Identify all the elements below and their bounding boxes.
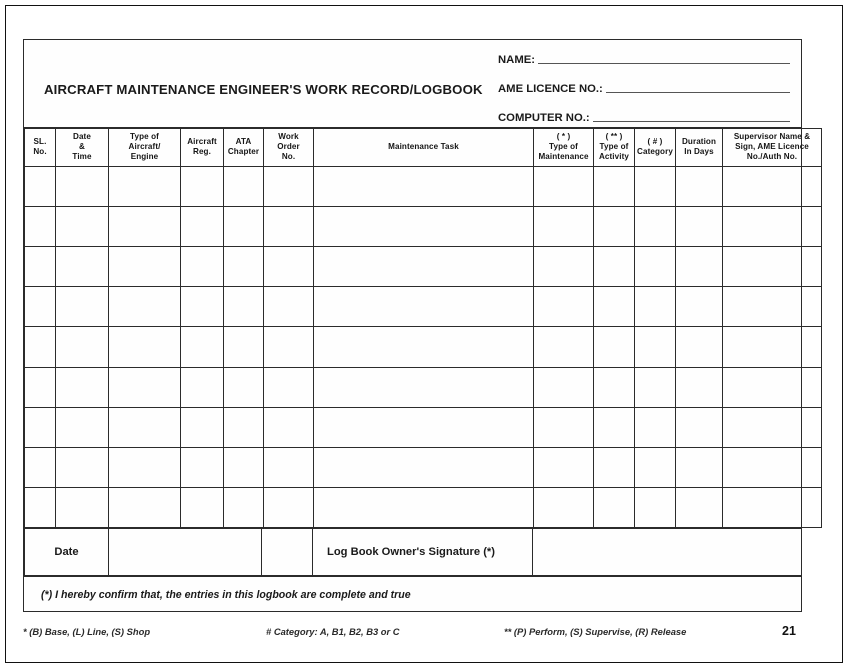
col-head-aircraft-reg — [181, 129, 224, 167]
cell-aircraft_reg[interactable] — [181, 488, 224, 528]
cell-work_order[interactable] — [264, 407, 314, 447]
cell-aircraft_reg[interactable] — [181, 327, 224, 367]
scanned-page-frame — [5, 5, 843, 663]
cell-type_activity[interactable] — [594, 287, 635, 327]
cell-work_order[interactable] — [264, 206, 314, 246]
cell-aircraft_reg[interactable] — [181, 407, 224, 447]
cell-duration[interactable] — [676, 327, 723, 367]
col-head-supervisor — [723, 129, 822, 167]
cell-sl_no[interactable] — [25, 287, 56, 327]
cell-sl_no[interactable] — [25, 447, 56, 487]
head-line: In Days — [684, 147, 714, 157]
cell-sl_no[interactable] — [25, 327, 56, 367]
cell-date_time[interactable] — [56, 488, 109, 528]
cell-type_maint[interactable] — [534, 287, 594, 327]
form-header — [24, 40, 801, 128]
head-line: Work — [278, 132, 299, 141]
head-line: Date — [73, 132, 91, 141]
cell-type_activity[interactable] — [594, 206, 635, 246]
name-input-rule[interactable] — [538, 62, 790, 64]
cell-ata_chapter[interactable] — [224, 206, 264, 246]
cell-category[interactable] — [635, 367, 676, 407]
ame-licence-input-rule[interactable] — [606, 91, 790, 93]
head-line: Duration — [681, 137, 717, 147]
cell-type_maint[interactable] — [534, 206, 594, 246]
cell-duration[interactable] — [676, 206, 723, 246]
col-head-type-of-aircraft-engine — [109, 129, 181, 167]
cell-category[interactable] — [635, 447, 676, 487]
cell-sl_no[interactable] — [25, 407, 56, 447]
cell-ata_chapter[interactable] — [224, 488, 264, 528]
head-line: Chapter — [227, 147, 260, 157]
cell-duration[interactable] — [676, 367, 723, 407]
head-line: Reg. — [193, 147, 211, 157]
cell-aircraft_reg[interactable] — [181, 246, 224, 286]
col-head-sl-no — [25, 129, 56, 167]
cell-ata_chapter[interactable] — [224, 287, 264, 327]
cell-type_maint[interactable] — [534, 488, 594, 528]
cell-type_aircraft[interactable] — [109, 246, 181, 286]
cell-ata_chapter[interactable] — [224, 327, 264, 367]
signature-label-cell: Log Book Owner's Signature (*) — [313, 529, 533, 576]
cell-type_activity[interactable] — [594, 327, 635, 367]
cell-work_order[interactable] — [264, 166, 314, 206]
cell-type_aircraft[interactable] — [109, 327, 181, 367]
cell-type_aircraft[interactable] — [109, 206, 181, 246]
footnote-type-of-activity: ** (P) Perform, (S) Supervise, (R) Release — [504, 626, 687, 637]
cell-type_maint[interactable] — [534, 246, 594, 286]
confirmation-statement — [24, 576, 801, 612]
table-row — [25, 447, 822, 487]
cell-maint_task[interactable] — [314, 407, 534, 447]
cell-supervisor[interactable] — [723, 327, 822, 367]
head-line: ( ** ) — [605, 132, 623, 141]
cell-maint_task[interactable] — [314, 327, 534, 367]
cell-maint_task[interactable] — [314, 367, 534, 407]
cell-maint_task[interactable] — [314, 287, 534, 327]
ame-licence-label: AME LICENCE NO.: — [498, 83, 603, 95]
page-number: 21 — [782, 624, 796, 638]
cell-type_aircraft[interactable] — [109, 166, 181, 206]
date-label-cell: Date — [25, 529, 109, 576]
head-line: Type of — [549, 142, 578, 152]
col-head-duration-in-days — [676, 129, 723, 167]
cell-maint_task[interactable] — [314, 166, 534, 206]
head-line: No. — [281, 152, 296, 162]
cell-sl_no[interactable] — [25, 367, 56, 407]
cell-work_order[interactable] — [264, 246, 314, 286]
cell-sl_no[interactable] — [25, 206, 56, 246]
cell-ata_chapter[interactable] — [224, 447, 264, 487]
logbook-form-block — [23, 39, 811, 612]
table-row — [25, 166, 822, 206]
cell-date_time[interactable] — [56, 447, 109, 487]
footnote-type-of-maintenance: * (B) Base, (L) Line, (S) Shop — [23, 626, 151, 637]
date-value-cell[interactable] — [109, 529, 262, 576]
date-spacer-cell — [262, 529, 313, 576]
cell-supervisor[interactable] — [723, 287, 822, 327]
head-line: Maintenance Task — [388, 142, 459, 152]
cell-type_aircraft[interactable] — [109, 367, 181, 407]
table-row — [25, 327, 822, 367]
head-line: Type of — [130, 132, 159, 141]
head-line: ATA — [235, 137, 252, 147]
col-head-ata-chapter — [224, 129, 264, 167]
head-line: Type of — [599, 142, 629, 152]
cell-category[interactable] — [635, 407, 676, 447]
cell-type_maint[interactable] — [534, 407, 594, 447]
cell-aircraft_reg[interactable] — [181, 287, 224, 327]
col-head-work-order-no — [264, 129, 314, 167]
cell-supervisor[interactable] — [723, 246, 822, 286]
col-head-type-of-maintenance — [534, 129, 594, 167]
head-line: SL. — [33, 137, 47, 147]
cell-type_maint[interactable] — [534, 367, 594, 407]
cell-duration[interactable] — [676, 166, 723, 206]
table-row — [25, 367, 822, 407]
head-line: ( # ) — [647, 137, 663, 147]
cell-type_activity[interactable] — [594, 246, 635, 286]
cell-sl_no[interactable] — [25, 488, 56, 528]
cell-supervisor[interactable] — [723, 407, 822, 447]
cell-category[interactable] — [635, 206, 676, 246]
table-row — [25, 246, 822, 286]
head-line: No./Auth No. — [746, 152, 798, 162]
cell-date_time[interactable] — [56, 407, 109, 447]
cell-category[interactable] — [635, 488, 676, 528]
cell-type_aircraft[interactable] — [109, 287, 181, 327]
computer-no-input-rule[interactable] — [593, 120, 790, 122]
head-line: Time — [72, 152, 92, 162]
cell-supervisor[interactable] — [723, 166, 822, 206]
cell-type_activity[interactable] — [594, 166, 635, 206]
table-row — [25, 407, 822, 447]
cell-aircraft_reg[interactable] — [181, 367, 224, 407]
cell-type_activity[interactable] — [594, 407, 635, 447]
table-row — [25, 488, 822, 528]
cell-aircraft_reg[interactable] — [181, 206, 224, 246]
cell-work_order[interactable] — [264, 488, 314, 528]
cell-aircraft_reg[interactable] — [181, 447, 224, 487]
cell-ata_chapter[interactable] — [224, 367, 264, 407]
cell-date_time[interactable] — [56, 166, 109, 206]
cell-duration[interactable] — [676, 488, 723, 528]
cell-type_aircraft[interactable] — [109, 407, 181, 447]
head-line: & — [79, 142, 85, 152]
cell-category[interactable] — [635, 166, 676, 206]
cell-date_time[interactable] — [56, 206, 109, 246]
footnote-category: # Category: A, B1, B2, B3 or C — [266, 626, 400, 637]
cell-work_order[interactable] — [264, 327, 314, 367]
name-label: NAME: — [498, 54, 536, 66]
cell-duration[interactable] — [676, 287, 723, 327]
table-row — [25, 287, 822, 327]
col-head-date-time — [56, 129, 109, 167]
cell-date_time[interactable] — [56, 246, 109, 286]
cell-work_order[interactable] — [264, 367, 314, 407]
head-line: Maintenance — [538, 152, 589, 162]
cell-work_order[interactable] — [264, 447, 314, 487]
cell-supervisor[interactable] — [723, 447, 822, 487]
cell-work_order[interactable] — [264, 287, 314, 327]
head-line: Supervisor Name & — [733, 132, 811, 141]
work-record-table — [24, 128, 822, 528]
cell-aircraft_reg[interactable] — [181, 166, 224, 206]
cell-category[interactable] — [635, 327, 676, 367]
cell-type_aircraft[interactable] — [109, 447, 181, 487]
cell-ata_chapter[interactable] — [224, 246, 264, 286]
ame-licence-field-row — [498, 83, 790, 95]
cell-category[interactable] — [635, 287, 676, 327]
col-head-maintenance-task — [314, 129, 534, 167]
cell-duration[interactable] — [676, 407, 723, 447]
name-field-row — [498, 54, 790, 66]
table-header-row — [25, 129, 822, 167]
page-title: AIRCRAFT MAINTENANCE ENGINEER'S WORK RECORD/LOGBOOK — [44, 82, 483, 97]
computer-no-field-row — [498, 112, 790, 124]
date-signature-row — [24, 528, 802, 576]
head-line: Aircraft — [187, 137, 217, 147]
cell-type_activity[interactable] — [594, 447, 635, 487]
signature-value-cell[interactable] — [533, 529, 802, 576]
cell-supervisor[interactable] — [723, 206, 822, 246]
head-line: No. — [33, 147, 47, 157]
cell-maint_task[interactable] — [314, 246, 534, 286]
cell-date_time[interactable] — [56, 287, 109, 327]
cell-ata_chapter[interactable] — [224, 407, 264, 447]
footnotes — [23, 626, 823, 646]
head-line: Aircraft/ — [128, 142, 161, 152]
col-head-category — [635, 129, 676, 167]
cell-date_time[interactable] — [56, 367, 109, 407]
head-line: Sign, AME Licence — [735, 142, 809, 152]
cell-sl_no[interactable] — [25, 166, 56, 206]
cell-type_activity[interactable] — [594, 488, 635, 528]
head-line: Category — [637, 147, 673, 157]
cell-supervisor[interactable] — [723, 367, 822, 407]
col-head-type-of-activity — [594, 129, 635, 167]
cell-maint_task[interactable] — [314, 447, 534, 487]
cell-type_activity[interactable] — [594, 367, 635, 407]
head-line: Activity — [598, 152, 630, 162]
cell-type_maint[interactable] — [534, 447, 594, 487]
confirmation-text: (*) I hereby confirm that, the entries in this logbook are complete and true — [41, 588, 411, 601]
cell-category[interactable] — [635, 246, 676, 286]
cell-duration[interactable] — [676, 246, 723, 286]
head-line: ( * ) — [556, 132, 571, 141]
cell-supervisor[interactable] — [723, 488, 822, 528]
cell-type_maint[interactable] — [534, 327, 594, 367]
table-body — [25, 166, 822, 528]
cell-maint_task[interactable] — [314, 206, 534, 246]
cell-duration[interactable] — [676, 447, 723, 487]
cell-ata_chapter[interactable] — [224, 166, 264, 206]
cell-sl_no[interactable] — [25, 246, 56, 286]
computer-no-label: COMPUTER NO.: — [498, 112, 590, 124]
cell-type_maint[interactable] — [534, 166, 594, 206]
table-row — [25, 206, 822, 246]
head-line: Engine — [130, 152, 159, 162]
cell-maint_task[interactable] — [314, 488, 534, 528]
cell-date_time[interactable] — [56, 327, 109, 367]
head-line: Order — [277, 142, 300, 152]
cell-type_aircraft[interactable] — [109, 488, 181, 528]
